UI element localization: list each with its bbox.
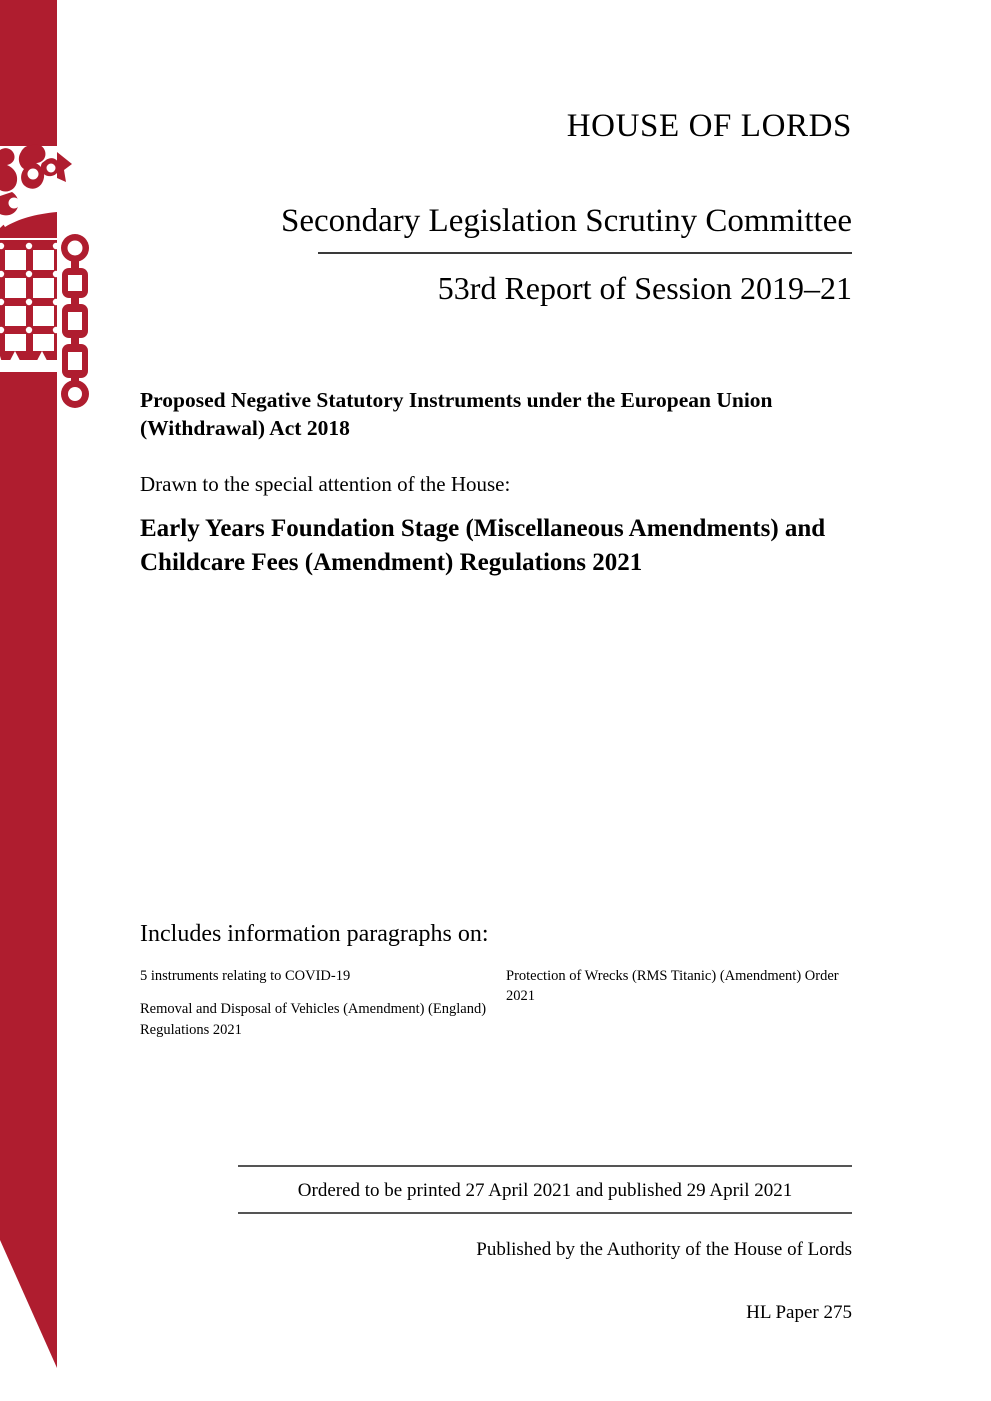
includes-left-column — [140, 966, 506, 1054]
title-block — [140, 386, 852, 580]
includes-right-column — [506, 966, 852, 1054]
includes-section — [140, 920, 852, 1054]
cover-footer — [238, 1165, 852, 1322]
paper-number: HL Paper 275 — [746, 1302, 852, 1323]
statutory-instrument-category: Proposed Negative Statutory Instruments under the European Union (Withdrawal) Act 2018 — [140, 388, 773, 441]
drawn-to-attention-label: Drawn to the special attention of the House: — [140, 471, 511, 496]
instrument-title: Early Years Foundation Stage (Miscellaneous Amendments) and Childcare Fees (Amendment) Regulations 2021 — [140, 515, 826, 577]
committee-name: Secondary Legislation Scrutiny Committee — [281, 203, 852, 239]
house-of-lords-title: HOUSE OF LORDS — [566, 108, 852, 144]
includes-heading: Includes information paragraphs on: — [140, 921, 489, 947]
include-item: 5 instruments relating to COVID-19 — [140, 967, 351, 984]
include-item: Removal and Disposal of Vehicles (Amendment) (England) Regulations 2021 — [140, 1001, 487, 1038]
include-item: Protection of Wrecks (RMS Titanic) (Amendment) Order 2021 — [506, 967, 839, 1005]
ordered-printed-line: Ordered to be printed 27 April 2021 and published 29 April 2021 — [297, 1180, 793, 1201]
cover-header — [140, 0, 852, 304]
published-by-line: Published by the Authority of the House of Lords — [476, 1239, 852, 1260]
report-session: 53rd Report of Session 2019–21 — [437, 270, 852, 306]
includes-columns — [140, 966, 852, 1054]
crowned-portcullis-icon — [0, 0, 130, 1401]
spine-band — [0, 0, 130, 1401]
